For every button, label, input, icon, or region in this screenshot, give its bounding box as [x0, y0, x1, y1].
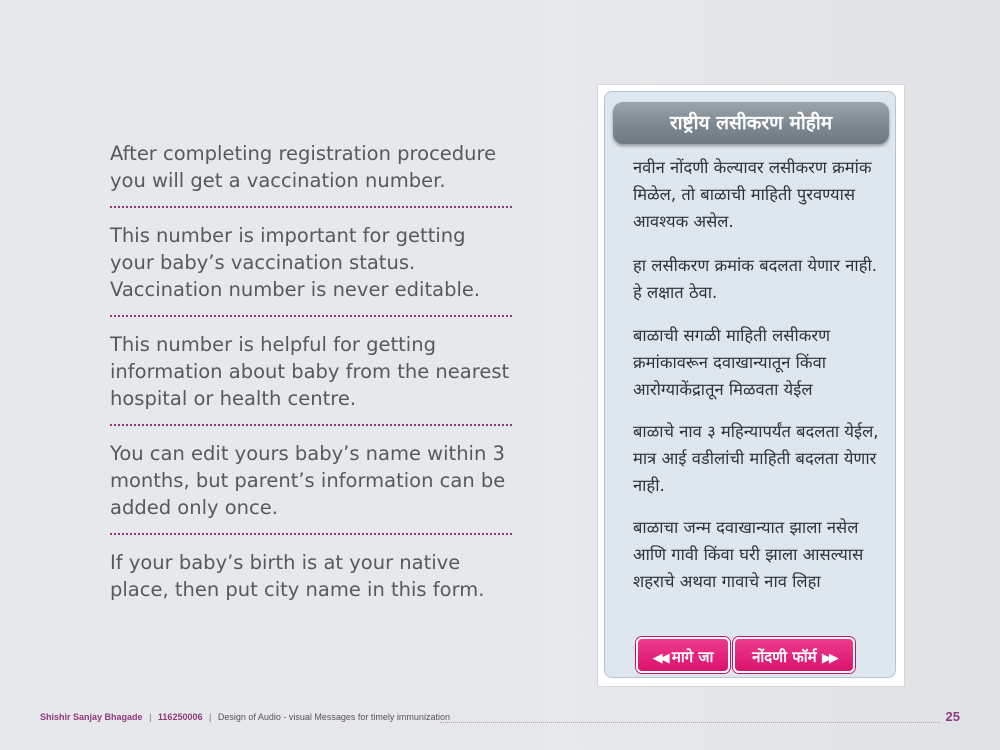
- author-name: Shishir Sanjay Bhagade: [40, 712, 143, 722]
- footer-separator: |: [149, 712, 152, 722]
- marathi-paragraph-3: बाळाची सगळी माहिती लसीकरण क्रमांकावरून दवाखान्यातून किंवा आरोग्याकेंद्रातून मिळवता येईल: [633, 326, 831, 399]
- footer-separator: |: [209, 712, 212, 722]
- phone-mockup: [598, 85, 904, 686]
- dotted-divider: [110, 206, 512, 208]
- marathi-paragraph-4: बाळाचे नाव ३ महिन्यापर्यंत बदलता येईल, मात्र आई वडीलांची माहिती बदलता येणार नाही.: [633, 422, 879, 495]
- explanation-paragraph-5: If your baby’s birth is at your native place, then put city name in this form.: [110, 551, 485, 601]
- explanation-paragraph-2: This number is important for getting your baby’s vaccination status. Vaccination number is never editable.: [110, 224, 481, 301]
- project-title: Design of Audio - visual Messages for timely immunization: [217, 712, 450, 722]
- marathi-paragraph-5: बाळाचा जन्म दवाखान्यात झाला नसेल आणि गावी किंवा घरी झाला आसल्यास शहराचे अथवा गावाचे नाव लिहा: [633, 518, 864, 591]
- forward-icon: ▶▶: [821, 651, 836, 666]
- form-button-label: नोंदणी फॉर्म: [752, 648, 817, 666]
- explanation-paragraph-4: You can edit yours baby’s name within 3 months, but parent’s information can be added only once.: [110, 442, 506, 519]
- rewind-icon: ◀◀: [652, 651, 667, 666]
- dotted-divider: [110, 424, 512, 426]
- back-button-label: मागे जा: [671, 648, 714, 666]
- dotted-divider: [110, 315, 512, 317]
- screen-title: राष्ट्रीय लसीकरण मोहीम: [613, 102, 889, 144]
- dotted-divider: [110, 533, 512, 535]
- page-number: 25: [945, 709, 960, 724]
- marathi-paragraph-2: हा लसीकरण क्रमांक बदलता येणार नाही. हे लक्षात ठेवा.: [633, 256, 877, 302]
- explanation-paragraph-3: This number is helpful for getting information about baby from the nearest hospital or health centre.: [110, 333, 510, 410]
- phone-screen: [604, 91, 896, 678]
- explanation-column: [110, 140, 515, 603]
- page-footer: [40, 709, 960, 728]
- marathi-paragraph-1: नवीन नोंदणी केल्यावर लसीकरण क्रमांक मिळेल, तो बाळाची माहिती पुरवण्यास आवश्यक असेल.: [633, 158, 872, 231]
- explanation-paragraph-1: After completing registration procedure you will get a vaccination number.: [110, 142, 497, 192]
- footer-dotted-line: [440, 722, 940, 723]
- back-button[interactable]: [636, 637, 730, 673]
- registration-form-button[interactable]: [733, 637, 855, 673]
- student-id: 116250006: [157, 712, 203, 722]
